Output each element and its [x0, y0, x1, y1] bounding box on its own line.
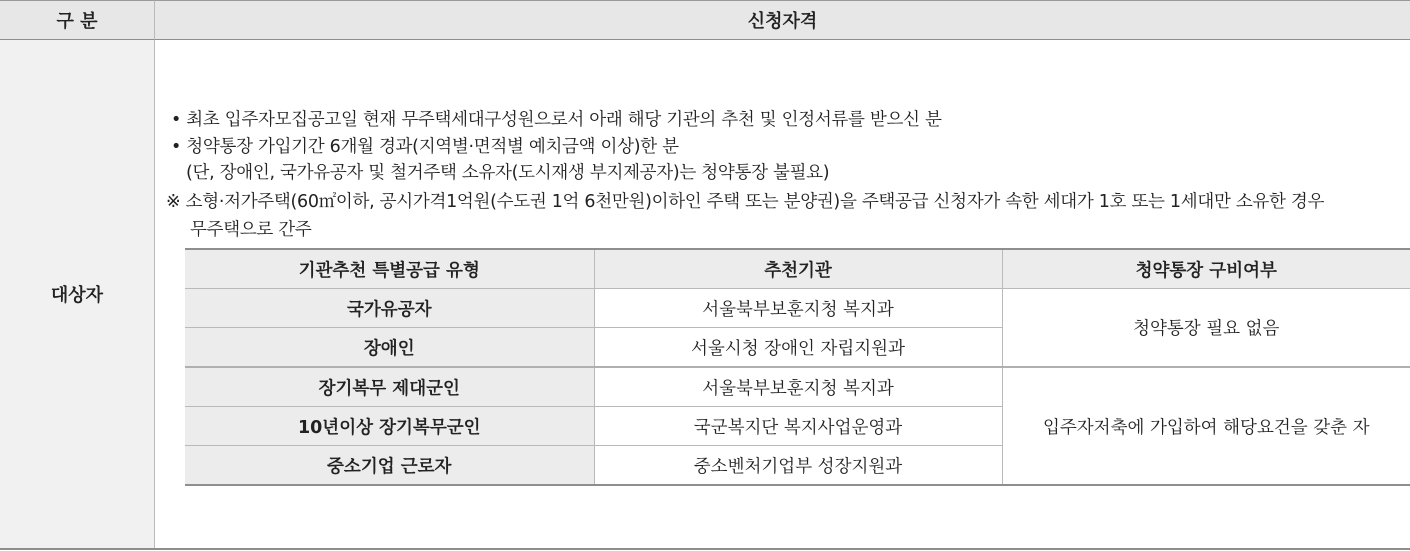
header-category: 구 분	[0, 0, 155, 40]
row-agency: 서울북부보훈지청 복지과	[594, 289, 1002, 328]
row-agency: 중소벤처기업부 성장지원과	[594, 446, 1002, 486]
side-label-target: 대상자	[0, 40, 155, 548]
row-type: 장애인	[185, 328, 594, 368]
recommendation-table	[185, 248, 1410, 486]
col-header-account: 청약통장 구비여부	[1002, 249, 1410, 289]
account-required: 입주자저축에 가입하여 해당요건을 갖춘 자	[1002, 367, 1410, 485]
row-type: 중소기업 근로자	[185, 446, 594, 486]
table-row	[185, 289, 1410, 328]
note-line-1: ※ 소형·저가주택(60㎡이하, 공시가격1억원(수도권 1억 6천만원)이하인 주택 또는 분양권)을 주택공급 신청자가 속한 세대가 1호 또는 1세대만 소유한 경우	[166, 192, 1325, 212]
note-line-2: 무주택으로 간주	[190, 220, 312, 240]
row-agency: 서울시청 장애인 자립지원과	[594, 328, 1002, 368]
header-eligibility: 신청자격	[155, 0, 1410, 40]
table-header-row	[185, 249, 1410, 289]
row-agency: 국군복지단 복지사업운영과	[594, 407, 1002, 446]
col-header-agency: 추천기관	[594, 249, 1002, 289]
col-header-type: 기관추천 특별공급 유형	[185, 249, 594, 289]
table-row	[185, 367, 1410, 407]
criteria-line-2: • 청약통장 가입기간 6개월 경과(지역별·면적별 예치금액 이상)한 분	[171, 137, 679, 157]
row-type: 국가유공자	[185, 289, 594, 328]
row-type: 10년이상 장기복무군인	[185, 407, 594, 446]
account-not-required: 청약통장 필요 없음	[1002, 289, 1410, 368]
criteria-line-1: • 최초 입주자모집공고일 현재 무주택세대구성원으로서 아래 해당 기관의 추천 및 인정서류를 받으신 분	[171, 110, 942, 130]
row-agency: 서울북부보훈지청 복지과	[594, 367, 1002, 407]
criteria-line-3: (단, 장애인, 국가유공자 및 철거주택 소유자(도시재생 부지제공자)는 청약통장 불필요)	[186, 163, 830, 183]
bottom-border	[0, 548, 1410, 550]
row-type: 장기복무 제대군인	[185, 367, 594, 407]
